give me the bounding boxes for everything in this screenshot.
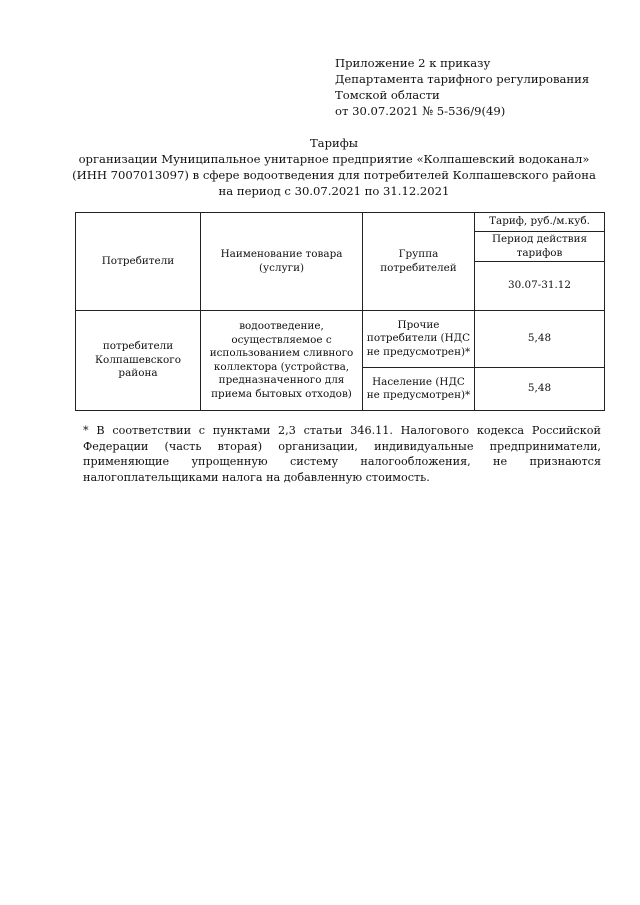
cell-group: Население (НДС не предусмотрен)*	[363, 368, 475, 411]
appendix-line: Департамента тарифного регулирования	[335, 72, 590, 86]
tariff-table	[75, 212, 605, 411]
cell-product: водоотведение, осуществляемое с использованием сливного коллектора (устройства, предназначенного для приема бытовых отходов)	[201, 311, 363, 411]
cell-tariff-value: 5,48	[475, 368, 605, 411]
appendix-line: от 30.07.2021 № 5-536/9(49)	[335, 104, 506, 118]
document-title	[60, 135, 608, 199]
header-period: 30.07-31.12	[475, 262, 605, 311]
header-product: Наименование товара (услуги)	[201, 213, 363, 311]
table-header-row	[76, 213, 605, 232]
title-heading: Тарифы	[309, 136, 359, 150]
header-group: Группа потребителей	[363, 213, 475, 311]
table-row	[76, 311, 605, 368]
cell-tariff-value: 5,48	[475, 311, 605, 368]
cell-consumer: потребители Колпашевского района	[76, 311, 201, 411]
appendix-line: Томской области	[335, 88, 440, 102]
appendix-header	[335, 55, 625, 119]
cell-group: Прочие потребители (НДС не предусмотрен)*	[363, 311, 475, 368]
header-consumers: Потребители	[76, 213, 201, 311]
appendix-line: Приложение 2 к приказу	[335, 56, 491, 70]
header-tariff: Тариф, руб./м.куб.	[475, 213, 605, 232]
title-line: организации Муниципальное унитарное предприятие «Колпашевский водоканал»	[78, 152, 590, 166]
footnote: * В соответствии с пунктами 2,3 статьи 346.11. Налогового кодекса Российской Федерации (часть вторая) организации, индивидуальные предприниматели, применяющие упрощенную систему налогообложения, не признаются налогоплательщиками налога на добавленную стоимость.	[83, 424, 601, 484]
title-line: (ИНН 7007013097) в сфере водоотведения для потребителей Колпашевского района	[72, 168, 596, 182]
title-line: на период с 30.07.2021 по 31.12.2021	[218, 184, 450, 198]
header-period-label: Период действия тарифов	[475, 232, 605, 262]
